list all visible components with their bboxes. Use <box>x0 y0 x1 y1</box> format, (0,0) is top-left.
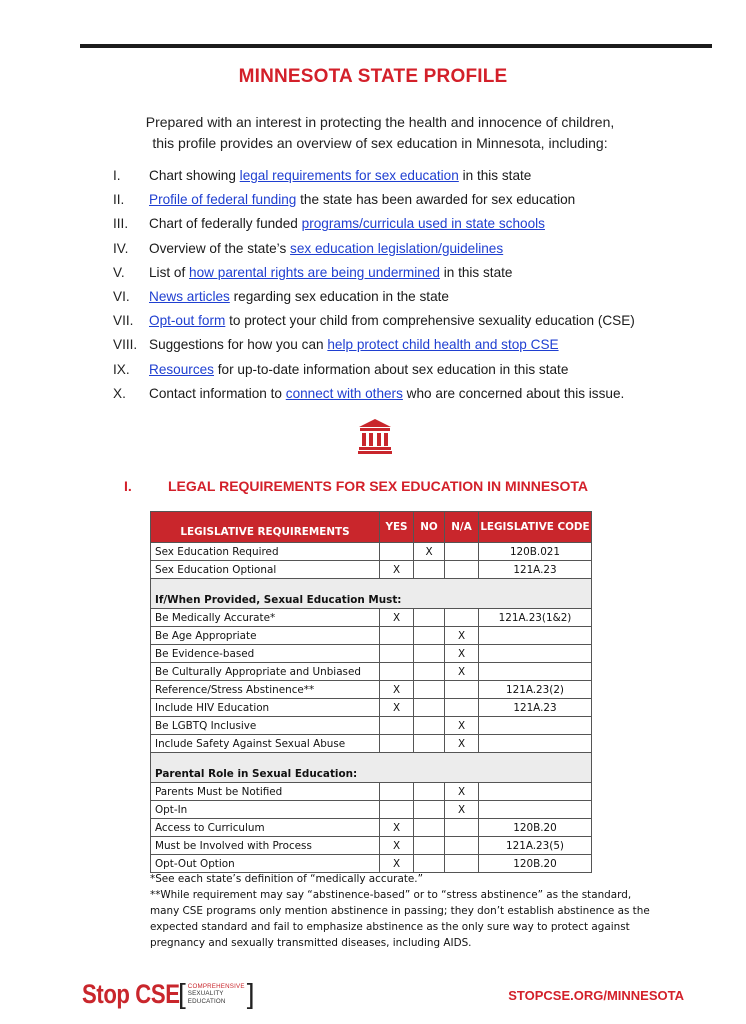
toc-number: V. <box>113 264 125 280</box>
toc-item <box>113 239 713 263</box>
courthouse-icon <box>358 418 392 454</box>
requirement-cell: Sex Education Required <box>151 543 380 561</box>
table-row <box>151 855 592 873</box>
top-rule <box>80 44 712 48</box>
na-cell: X <box>445 663 479 681</box>
page-title: MINNESOTA STATE PROFILE <box>238 66 508 87</box>
table-spacer-row <box>151 753 592 766</box>
yes-cell <box>380 717 414 735</box>
table-row <box>151 801 592 819</box>
yes-cell: X <box>380 837 414 855</box>
toc-link[interactable]: help protect child health and stop CSE <box>327 337 559 353</box>
na-cell <box>445 837 479 855</box>
section-number: I. <box>124 478 132 494</box>
intro-line-1: Prepared with an interest in protecting the health and innocence of children, <box>145 114 615 130</box>
section-heading <box>124 478 588 494</box>
toc-text: regarding sex education in the state <box>229 288 449 304</box>
logo-subtitle <box>178 980 254 1008</box>
code-cell: 120B.20 <box>479 819 592 837</box>
table-row <box>151 837 592 855</box>
logo-sub-3: EDUCATION <box>187 997 226 1005</box>
na-cell: X <box>445 627 479 645</box>
requirement-cell: Opt-In <box>151 801 380 819</box>
yes-cell <box>380 627 414 645</box>
na-cell <box>445 609 479 627</box>
table-row <box>151 627 592 645</box>
no-cell <box>414 609 445 627</box>
footnote-medically-accurate: *See each state’s definition of “medically accurate.” <box>150 873 423 885</box>
toc-item <box>113 335 713 359</box>
toc-number: IV. <box>113 240 129 256</box>
logo-sub-2: SEXUALITY <box>187 990 224 998</box>
toc-item <box>113 360 713 384</box>
yes-cell: X <box>380 561 414 579</box>
no-cell <box>414 681 445 699</box>
table-group-header <box>151 591 592 609</box>
no-cell <box>414 561 445 579</box>
requirement-cell: Be Age Appropriate <box>151 627 380 645</box>
na-cell <box>445 819 479 837</box>
table-header-row <box>151 512 592 543</box>
footnote-abstinence-1: **While requirement may say “abstinence-based” or to “stress abstinence” as the standard, <box>150 889 632 901</box>
na-cell <box>445 561 479 579</box>
requirement-cell: Include HIV Education <box>151 699 380 717</box>
toc-item <box>113 311 713 335</box>
toc-link[interactable]: Resources <box>149 361 214 377</box>
footnotes <box>150 871 690 951</box>
header-no: NO <box>414 512 445 543</box>
requirement-cell: Include Safety Against Sexual Abuse <box>151 735 380 753</box>
no-cell <box>414 663 445 681</box>
header-code: LEGISLATIVE CODE <box>479 512 592 543</box>
footnote-abstinence-2: many CSE programs only mention abstinence in passing; they don’t establish abstinence as the <box>150 905 650 917</box>
yes-cell: X <box>380 819 414 837</box>
no-cell <box>414 837 445 855</box>
logo-text: Stop CSE <box>82 978 180 1009</box>
toc-text: Contact information to <box>149 385 286 401</box>
table-row <box>151 735 592 753</box>
table-row <box>151 543 592 561</box>
code-cell <box>479 735 592 753</box>
toc-text: to protect your child from comprehensive sexuality education (CSE) <box>225 313 635 329</box>
table-row <box>151 699 592 717</box>
requirement-cell: Be Evidence-based <box>151 645 380 663</box>
table-group-header <box>151 765 592 783</box>
toc-number: III. <box>113 216 129 232</box>
spacer-cell <box>151 579 592 592</box>
table-row <box>151 783 592 801</box>
toc-number: X. <box>113 385 126 401</box>
yes-cell: X <box>380 699 414 717</box>
code-cell: 121A.23 <box>479 699 592 717</box>
table-row <box>151 645 592 663</box>
toc-item <box>113 287 713 311</box>
code-cell: 121A.23 <box>479 561 592 579</box>
toc-number: VIII. <box>113 337 138 353</box>
code-cell <box>479 663 592 681</box>
toc-text: Overview of the state’s <box>149 240 291 256</box>
toc-link[interactable]: Opt-out form <box>149 313 226 329</box>
requirement-cell: Be Culturally Appropriate and Unbiased <box>151 663 380 681</box>
na-cell: X <box>445 783 479 801</box>
left-bracket: [ <box>178 978 186 1009</box>
na-cell: X <box>445 717 479 735</box>
requirement-cell: Access to Curriculum <box>151 819 380 837</box>
toc-item <box>113 166 713 190</box>
toc-number: II. <box>113 192 125 208</box>
toc-item <box>113 214 713 238</box>
table-row <box>151 609 592 627</box>
yes-cell <box>380 663 414 681</box>
na-cell: X <box>445 801 479 819</box>
toc-link[interactable]: connect with others <box>285 385 403 401</box>
na-cell <box>445 543 479 561</box>
toc-item <box>113 384 713 408</box>
requirement-cell: Reference/Stress Abstinence** <box>151 681 380 699</box>
toc-number: VI. <box>113 288 130 304</box>
header-na: N/A <box>445 512 479 543</box>
section-title: LEGAL REQUIREMENTS FOR SEX EDUCATION IN MINNESOTA <box>168 478 589 494</box>
no-cell <box>414 699 445 717</box>
toc-text: who are concerned about this issue. <box>402 385 625 401</box>
no-cell <box>414 735 445 753</box>
toc-link[interactable]: programs/curricula used in state schools <box>301 216 545 232</box>
yes-cell: X <box>380 681 414 699</box>
intro-text <box>100 112 660 154</box>
table-row <box>151 681 592 699</box>
na-cell <box>445 699 479 717</box>
na-cell: X <box>445 735 479 753</box>
table-row <box>151 717 592 735</box>
toc-link[interactable]: sex education legislation/guidelines <box>290 240 504 256</box>
code-cell: 120B.20 <box>479 855 592 873</box>
code-cell <box>479 645 592 663</box>
requirement-cell: Parents Must be Notified <box>151 783 380 801</box>
intro-line-2: this profile provides an overview of sex education in Minnesota, including: <box>152 135 608 151</box>
yes-cell <box>380 783 414 801</box>
requirement-cell: Must be Involved with Process <box>151 837 380 855</box>
yes-cell <box>380 543 414 561</box>
yes-cell: X <box>380 855 414 873</box>
footnote-abstinence-3: expected standard and fail to emphasize abstinence as the only sure way to protect against <box>150 921 630 933</box>
no-cell <box>414 819 445 837</box>
code-cell <box>479 627 592 645</box>
toc-link[interactable]: legal requirements for sex education <box>239 168 459 183</box>
toc-item <box>113 263 713 287</box>
toc-text: in this state <box>458 168 532 183</box>
table-row <box>151 819 592 837</box>
right-bracket: ] <box>246 978 255 1009</box>
header-requirements: LEGISLATIVE REQUIREMENTS <box>151 512 380 543</box>
requirement-cell: Opt-Out Option <box>151 855 380 873</box>
header-yes: YES <box>380 512 414 543</box>
yes-cell <box>380 735 414 753</box>
toc-text: Chart showing <box>149 168 240 183</box>
toc-link[interactable]: News articles <box>149 288 230 304</box>
toc-number: IX. <box>113 361 130 377</box>
table-of-contents <box>113 166 713 408</box>
code-cell: 121A.23(1&2) <box>479 609 592 627</box>
no-cell <box>414 855 445 873</box>
toc-text: List of <box>149 264 190 280</box>
no-cell <box>414 717 445 735</box>
no-cell <box>414 627 445 645</box>
code-cell: 121A.23(2) <box>479 681 592 699</box>
na-cell <box>445 855 479 873</box>
spacer-cell <box>151 753 592 766</box>
toc-text: Suggestions for how you can <box>149 337 328 353</box>
stop-cse-logo <box>82 978 254 1010</box>
table-spacer-row <box>151 579 592 592</box>
code-cell <box>479 783 592 801</box>
table-row <box>151 663 592 681</box>
na-cell: X <box>445 645 479 663</box>
code-cell: 120B.021 <box>479 543 592 561</box>
toc-number: I. <box>113 168 121 183</box>
toc-number: VII. <box>113 313 134 329</box>
code-cell <box>479 717 592 735</box>
group-title: Parental Role in Sexual Education: <box>151 765 592 783</box>
table-row <box>151 561 592 579</box>
legal-requirements-table <box>150 511 592 873</box>
yes-cell <box>380 801 414 819</box>
no-cell <box>414 783 445 801</box>
toc-text: in this state <box>439 264 513 280</box>
code-cell: 121A.23(5) <box>479 837 592 855</box>
footer-url[interactable]: STOPCSE.ORG/MINNESOTA <box>508 988 684 1003</box>
toc-text: for up-to-date information about sex education in this state <box>213 361 569 377</box>
toc-link[interactable]: how parental rights are being undermined <box>189 264 440 280</box>
no-cell: X <box>414 543 445 561</box>
no-cell <box>414 801 445 819</box>
group-title: If/When Provided, Sexual Education Must: <box>151 591 592 609</box>
code-cell <box>479 801 592 819</box>
logo-sub-1: COMPREHENSIVE <box>187 982 245 990</box>
no-cell <box>414 645 445 663</box>
toc-text: the state has been awarded for sex education <box>296 192 576 208</box>
toc-item <box>113 190 713 214</box>
toc-link[interactable]: Profile of federal funding <box>149 192 297 208</box>
requirement-cell: Be Medically Accurate* <box>151 609 380 627</box>
toc-text: Chart of federally funded <box>149 216 302 232</box>
yes-cell <box>380 645 414 663</box>
na-cell <box>445 681 479 699</box>
footnote-abstinence-4: pregnancy and sexually transmitted diseases, including AIDS. <box>150 937 472 949</box>
yes-cell: X <box>380 609 414 627</box>
requirement-cell: Be LGBTQ Inclusive <box>151 717 380 735</box>
requirement-cell: Sex Education Optional <box>151 561 380 579</box>
